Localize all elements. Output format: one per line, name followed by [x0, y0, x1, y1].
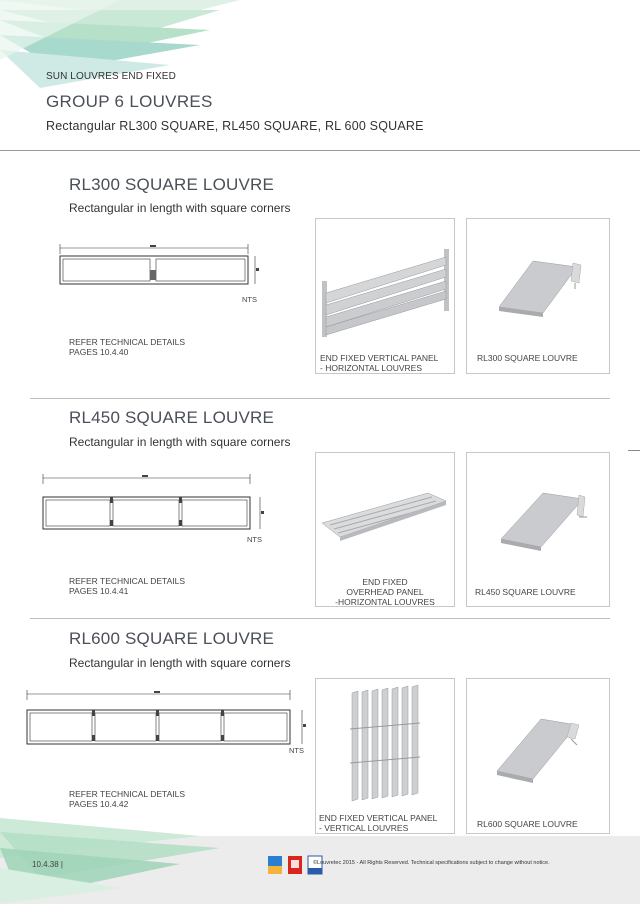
profile-image-box-rl300: [466, 218, 610, 374]
section-kicker: SUN LOUVRES END FIXED: [46, 71, 176, 82]
profile-image-box-rl450: [466, 452, 610, 607]
overhead-louvre-panel-illustration: [316, 453, 454, 573]
copyright-notice: ©Louvretec 2015 - All Rights Reserved. Technical specifications subject to change without notice.: [313, 860, 550, 866]
rl600-louvre-blade-illustration: [467, 679, 609, 809]
profile-caption-rl450: RL450 SQUARE LOUVRE: [475, 587, 576, 597]
section-subtitle-rl450: Rectangular in length with square corners: [69, 435, 291, 449]
caption-line-3: -HORIZONTAL LOUVRES: [335, 597, 435, 607]
refer-line-1: REFER TECHNICAL DETAILS: [69, 337, 186, 347]
section-title-rl600: RL600 SQUARE LOUVRE: [69, 629, 275, 648]
refer-details-rl600: [69, 789, 185, 809]
rl450-louvre-blade-illustration: [467, 453, 609, 573]
refer-line-2: PAGES 10.4.40: [69, 347, 129, 357]
section-title-rl450: RL450 SQUARE LOUVRE: [69, 408, 275, 427]
refer-line-2: PAGES 10.4.41: [69, 586, 129, 596]
caption-line-2: - HORIZONTAL LOUVRES: [320, 363, 423, 373]
refer-line-1: REFER TECHNICAL DETAILS: [69, 789, 186, 799]
header-divider: [0, 150, 640, 151]
caption-line-2: - VERTICAL LOUVRES: [319, 823, 409, 833]
section-title-rl300: RL300 SQUARE LOUVRE: [69, 175, 275, 194]
page-number: 10.4.38 |: [32, 860, 63, 869]
horizontal-louvre-panel-illustration: [316, 219, 454, 349]
decorative-header-triangles: [0, 0, 240, 100]
refer-details-rl300: [69, 337, 185, 357]
dwg-file-icon: [268, 856, 282, 874]
rl600-profile-drawing: [22, 688, 312, 748]
profile-caption-rl300: RL300 SQUARE LOUVRE: [477, 353, 578, 363]
section-subtitle-rl300: Rectangular in length with square corners: [69, 201, 291, 215]
section-divider-2: [30, 618, 610, 619]
rl300-profile-drawing: [55, 240, 265, 288]
rl300-louvre-blade-illustration: [467, 219, 609, 349]
nts-label-rl450: NTS: [247, 535, 262, 544]
profile-image-box-rl600: [466, 678, 610, 834]
page-title: GROUP 6 LOUVRES: [46, 92, 213, 111]
caption-line-1: END FIXED: [362, 577, 408, 587]
panel-caption-rl450: [316, 577, 454, 607]
panel-image-box-rl450: [315, 452, 455, 607]
nts-label-rl300: NTS: [242, 295, 257, 304]
section-subtitle-rl600: Rectangular in length with square corners: [69, 656, 291, 670]
refer-line-1: REFER TECHNICAL DETAILS: [69, 576, 186, 586]
section-divider-1: [30, 398, 610, 399]
rl450-profile-drawing: [38, 470, 270, 532]
pdf-file-icon: [288, 856, 302, 874]
vertical-louvre-panel-illustration: [316, 679, 454, 809]
caption-line-2: OVERHEAD PANEL: [346, 587, 424, 597]
caption-line-1: END FIXED VERTICAL PANEL: [320, 353, 439, 363]
profile-caption-rl600: RL600 SQUARE LOUVRE: [477, 819, 578, 829]
side-tab-marker: [628, 450, 640, 451]
refer-line-2: PAGES 10.4.42: [69, 799, 129, 809]
panel-image-box-rl600: [315, 678, 455, 834]
nts-label-rl600: NTS: [289, 746, 304, 755]
panel-image-box-rl300: [315, 218, 455, 374]
panel-caption-rl600: [319, 813, 437, 833]
panel-caption-rl300: [320, 353, 438, 373]
page-subtitle: Rectangular RL300 SQUARE, RL450 SQUARE, RL 600 SQUARE: [46, 119, 424, 133]
refer-details-rl450: [69, 576, 185, 596]
caption-line-1: END FIXED VERTICAL PANEL: [319, 813, 438, 823]
